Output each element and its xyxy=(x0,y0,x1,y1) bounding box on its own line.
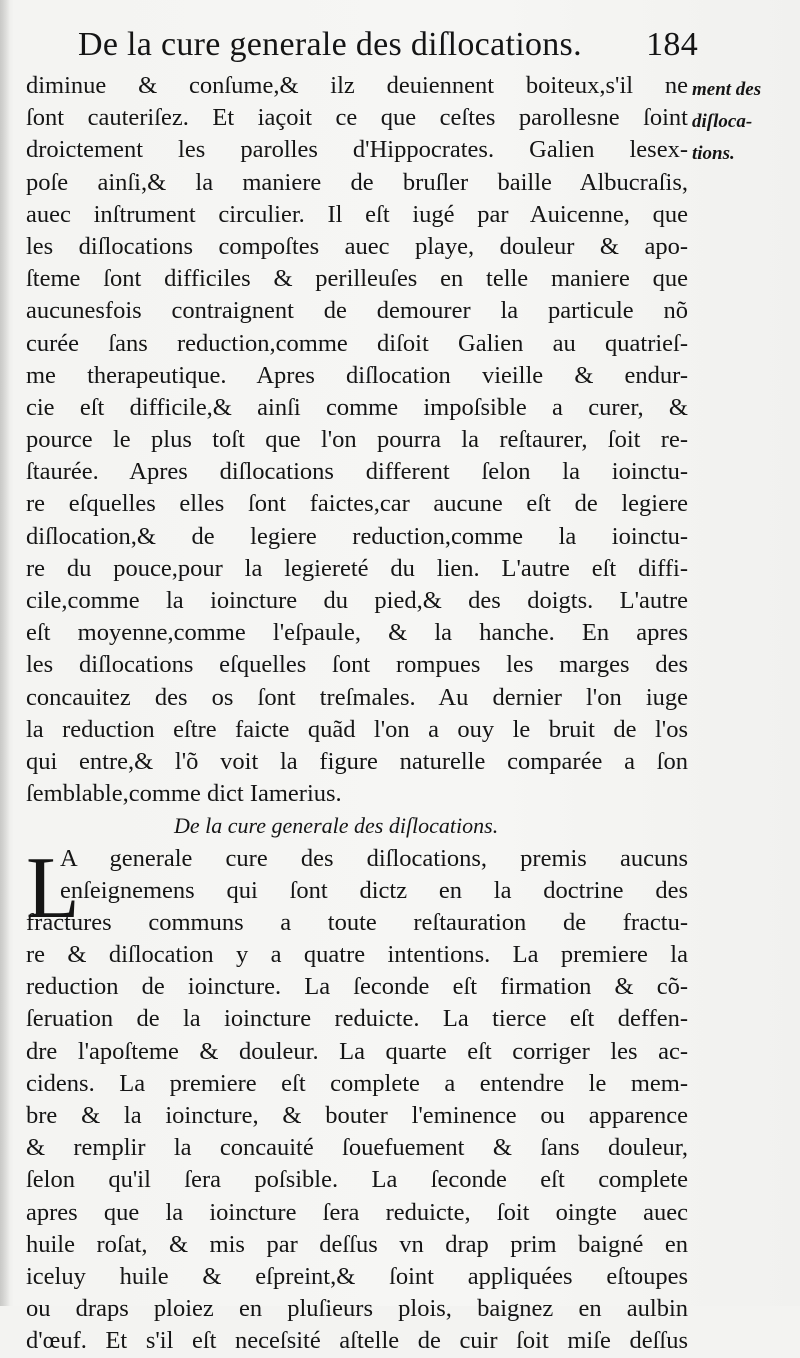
marginal-note xyxy=(692,74,796,170)
text-line: cile,comme la ioincture du pied,& des doigts. L'autre xyxy=(26,587,688,614)
text-line: re eſquelles elles ſont faictes,car aucune eſt de legiere xyxy=(26,490,688,518)
text-line: me therapeutique. Apres diſlocation vieille & endur- xyxy=(26,361,688,389)
text-line: aucunesfois contraignent de demourer la particule nõ xyxy=(26,297,688,325)
text-line: re & diſlocation y a quatre intentions. La premiere la xyxy=(26,941,688,969)
text-line: qui entre,& l'õ voit la figure naturelle comparée a ſon xyxy=(26,747,688,775)
drop-cap-initial: L xyxy=(26,839,80,937)
marginal-note-line: ment des xyxy=(692,79,762,100)
text-line: bre & la ioincture, & bouter l'eminence ou apparence xyxy=(26,1102,688,1129)
text-line: ou draps ploiez en pluſieurs plois, baignez en aulbin xyxy=(26,1295,688,1323)
text-line: A generale cure des diſlocations, premis aucuns xyxy=(60,844,688,872)
text-line: les diſlocations eſquelles ſont rompues les marges des xyxy=(26,651,688,679)
text-line: diſlocation,& de legiere reduction,comme la ioinctu- xyxy=(26,522,688,550)
paragraph-2 xyxy=(26,839,688,1358)
text-line: la reduction eſtre faicte quãd l'on a ouy le bruit de l'os xyxy=(26,715,688,743)
text-line: dre l'apoſteme & douleur. La quarte eſt corriger les ac- xyxy=(26,1037,688,1065)
text-line: ſtaurée. Apres diſlocations different ſelon la ioinctu- xyxy=(26,458,688,486)
text-line: poſe ainſi,& la maniere de bruſler baille Albucraſis, xyxy=(26,168,688,196)
page-gutter-shadow xyxy=(0,0,10,1306)
text-line: & remplir la concauité ſouefuement & ſans douleur, xyxy=(26,1134,688,1162)
marginal-note-line: tions. xyxy=(692,143,735,164)
text-line: ſteme ſont difficiles & perilleuſes en telle maniere que xyxy=(26,265,688,293)
text-line: apres que la ioincture ſera reduicte, ſoit oingte auec xyxy=(26,1198,688,1226)
text-line: d'œuf. Et s'il eſt neceſsité aſtelle de cuir ſoit miſe deſſus xyxy=(26,1327,688,1355)
body-text xyxy=(26,70,688,1358)
text-line: droictement les parolles d'Hippocrates. Galien lesex- xyxy=(26,136,688,164)
page-number: 184 xyxy=(646,26,698,63)
text-line: curée ſans reduction,comme diſoit Galien au quatrieſ- xyxy=(26,329,688,357)
text-line: diminue & conſume,& ilz deuiennent boiteux,s'il ne xyxy=(26,72,688,99)
running-head xyxy=(78,26,698,70)
text-line: cie eſt difficile,& ainſi comme impoſsible a curer, & xyxy=(26,393,688,421)
text-line: pource le plus toſt que l'on pourra la reſtaurer, ſoit re- xyxy=(26,426,688,454)
text-line: concauitez des os ſont treſmales. Au dernier l'on iuge xyxy=(26,683,688,711)
text-line: re du pouce,pour la legiereté du lien. L'autre eſt diffi- xyxy=(26,554,688,582)
section-heading: De la cure generale des diſlocations. xyxy=(174,813,499,839)
text-line: fractures communs a toute reſtauration de fractu- xyxy=(26,908,688,936)
text-line: enſeignemens qui ſont dictz en la doctrine des xyxy=(60,876,688,904)
text-line: ſelon qu'il ſera poſsible. La ſeconde eſt complete xyxy=(26,1166,688,1194)
text-line: les diſlocations compoſtes auec playe, douleur & apo- xyxy=(26,232,688,260)
text-line: cidens. La premiere eſt complete a entendre le mem- xyxy=(26,1069,688,1097)
text-line: ſont cauteriſez. Et iaçoit ce que ceſtes parollesne ſoint xyxy=(26,104,688,132)
text-line: iceluy huile & eſpreint,& ſoint appliquées eſtoupes xyxy=(26,1262,688,1290)
text-line: ſeruation de la ioincture reduicte. La tierce eſt deffen- xyxy=(26,1005,688,1033)
marginal-note-line: diſloca- xyxy=(692,111,753,132)
text-line: eſt moyenne,comme l'eſpaule, & la hanche. En apres xyxy=(26,619,688,647)
text-line: auec inſtrument circulier. Il eſt iugé par Auicenne, que xyxy=(26,200,688,228)
text-line: huile roſat, & mis par deſſus vn drap prim baigné en xyxy=(26,1230,688,1258)
paragraph-1 xyxy=(26,70,688,810)
running-title: De la cure generale des diſlocations. xyxy=(78,26,582,63)
text-line: reduction de ioincture. La ſeconde eſt firmation & cõ- xyxy=(26,973,688,1001)
text-line: ſemblable,comme dict Iamerius. xyxy=(26,780,342,808)
